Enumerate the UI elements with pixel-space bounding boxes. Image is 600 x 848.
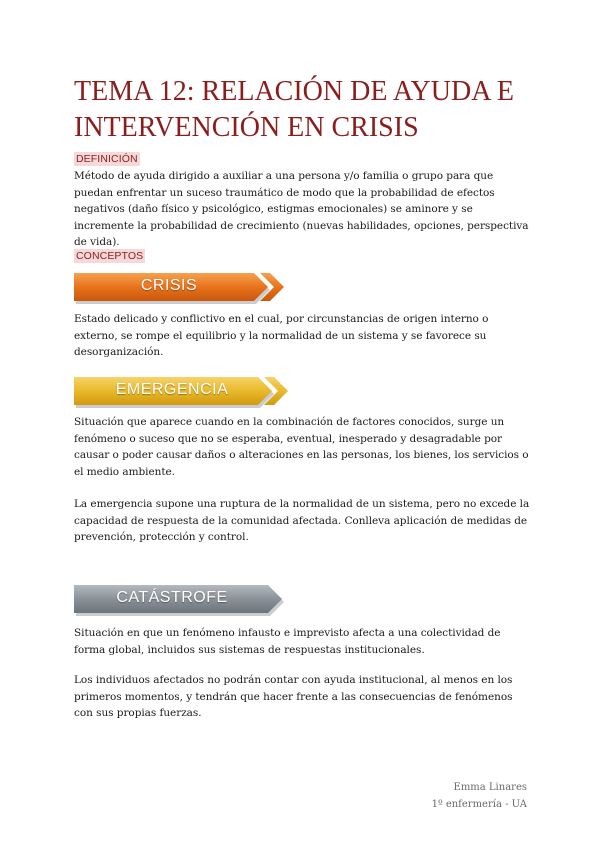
concepts-label: CONCEPTOS xyxy=(76,250,144,262)
definition-text: Método de ayuda dirigido a auxiliar a una persona y/o familia o grupo para que puedan enfrentar un suceso traumático de modo que la probabilidad de efectos negativos (daño físico y psicológico, estigmas emocionales) se aminore y se incremente la probabilidad de crecimiento (nuevas habilidades, opciones, perspectiva de vida). xyxy=(74,170,529,248)
catastrofe-text: Situación en que un fenómeno infausto e imprevisto afecta a una colectividad de forma global, incluidos sus sistemas de respuestas institucionales. xyxy=(74,627,501,656)
catastrofe-text-2: Los individuos afectados no podrán contar con ayuda institucional, al menos en los primeros momentos, y tendrán que hacer frente a las consecuencias de fenómenos con sus propias fuerzas. xyxy=(74,674,513,719)
catastrofe-banner xyxy=(74,584,304,618)
emergencia-banner xyxy=(74,376,304,410)
footer-author: Emma Linares xyxy=(453,782,527,793)
crisis-banner-label: CRISIS xyxy=(140,277,198,294)
crisis-text: Estado delicado y conflictivo en el cual, por circunstancias de origen interno o externo, se rompe el equilibrio y la normalidad de un sistema y se favorece su desorganización. xyxy=(74,313,489,358)
crisis-banner xyxy=(74,272,304,306)
emergencia-text-2: La emergencia supone una ruptura de la normalidad de un sistema, pero no excede la capacidad de respuesta de la comunidad afectada. Conlleva aplicación de medidas de prevención, protección y control. xyxy=(74,498,530,543)
emergencia-text: Situación que aparece cuando en la combinación de factores conocidos, surge un fenómeno o suceso que no se esperaba, eventual, inesperado y desagradable por causar o poder causar daños o alteraciones en las personas, los bienes, los servicios o el medio ambiente. xyxy=(74,416,529,478)
footer-course: 1º enfermería - UA xyxy=(431,799,527,810)
emergencia-banner-label: EMERGENCIA xyxy=(115,381,229,398)
definition-label: DEFINICIÓN xyxy=(76,153,138,165)
catastrofe-banner-label: CATÁSTROFE xyxy=(116,589,228,606)
page-title: TEMA 12: RELACIÓN DE AYUDA E INTERVENCIÓN EN CRISIS xyxy=(74,76,514,143)
